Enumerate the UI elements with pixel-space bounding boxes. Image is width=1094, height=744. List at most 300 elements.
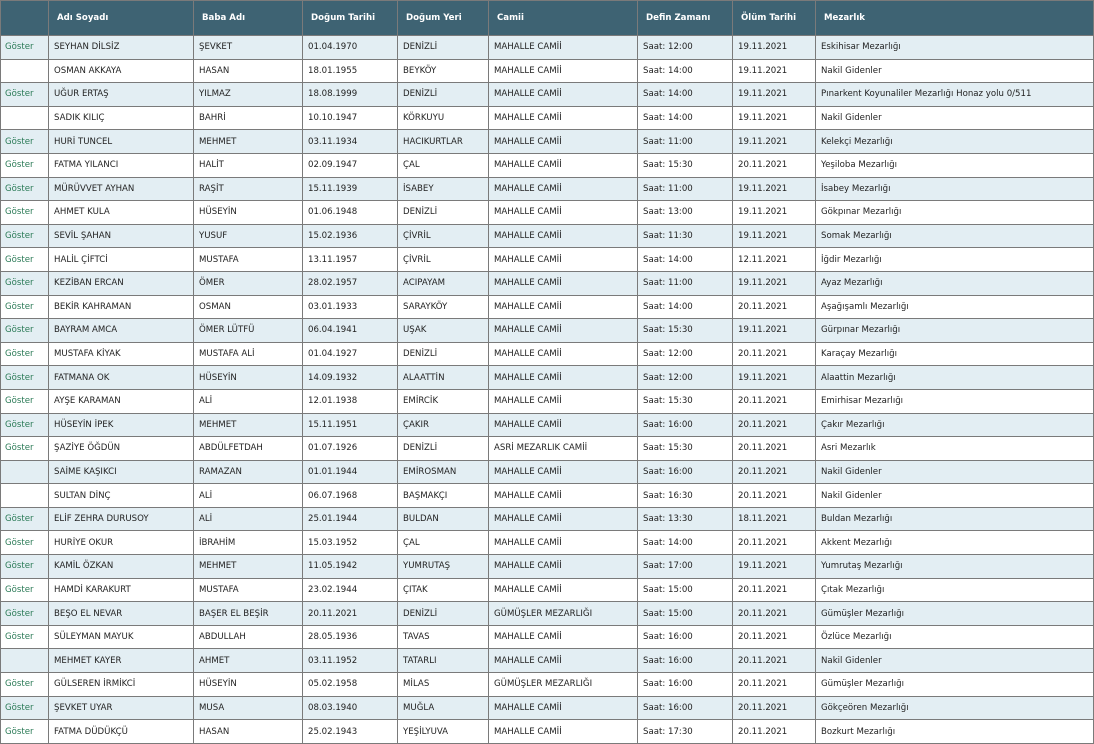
show-link[interactable]: Göster [5, 183, 34, 194]
cell-mosque: MAHALLE CAMİİ [489, 83, 638, 107]
cell-birth-date: 28.05.1936 [303, 625, 398, 649]
cell-show [1, 201, 49, 225]
table-row [1, 602, 1094, 626]
cell-name: UĞUR ERTAŞ [49, 83, 194, 107]
cell-birth-place: MUĞLA [398, 696, 489, 720]
cell-cemetery: Akkent Mezarlığı [816, 531, 1094, 555]
cell-birth-place: ALAATTİN [398, 366, 489, 390]
cell-cemetery: Yeşiloba Mezarlığı [816, 153, 1094, 177]
cell-burial-time: Saat: 15:30 [638, 153, 733, 177]
cell-birth-date: 01.07.1926 [303, 437, 398, 461]
show-link[interactable]: Göster [5, 537, 34, 548]
cell-name: HURİ TUNCEL [49, 130, 194, 154]
table-row [1, 696, 1094, 720]
cell-burial-time: Saat: 15:30 [638, 319, 733, 343]
table-body [1, 36, 1094, 744]
cell-name: SEVİL ŞAHAN [49, 224, 194, 248]
cell-father-name: BAŞER EL BEŞİR [194, 602, 303, 626]
cell-death-date: 12.11.2021 [733, 248, 816, 272]
cell-name: AYŞE KARAMAN [49, 389, 194, 413]
cell-mosque: MAHALLE CAMİİ [489, 59, 638, 83]
cell-death-date: 19.11.2021 [733, 555, 816, 579]
cell-name: SAİME KAŞIKCI [49, 460, 194, 484]
cell-father-name: BAHRİ [194, 106, 303, 130]
show-link[interactable]: Göster [5, 514, 34, 525]
cell-cemetery: Bozkurt Mezarlığı [816, 720, 1094, 744]
cell-name: KAMİL ÖZKAN [49, 555, 194, 579]
cell-birth-date: 15.02.1936 [303, 224, 398, 248]
cell-birth-date: 11.05.1942 [303, 555, 398, 579]
cell-show [1, 342, 49, 366]
cell-father-name: ÖMER [194, 271, 303, 295]
cell-father-name: HALİT [194, 153, 303, 177]
cell-show [1, 507, 49, 531]
cell-father-name: YILMAZ [194, 83, 303, 107]
cell-birth-place: HACIKURTLAR [398, 130, 489, 154]
table-row [1, 413, 1094, 437]
cell-burial-time: Saat: 12:00 [638, 36, 733, 60]
cell-birth-place: YUMRUTAŞ [398, 555, 489, 579]
cell-burial-time: Saat: 17:30 [638, 720, 733, 744]
cell-cemetery: Pınarkent Koyunaliler Mezarlığı Honaz yolu 0/511 [816, 83, 1094, 107]
cell-birth-place: DENİZLİ [398, 83, 489, 107]
cell-birth-date: 03.11.1934 [303, 130, 398, 154]
cell-mosque: MAHALLE CAMİİ [489, 319, 638, 343]
cell-show [1, 460, 49, 484]
cell-birth-place: İSABEY [398, 177, 489, 201]
cell-mosque: MAHALLE CAMİİ [489, 507, 638, 531]
show-link[interactable]: Göster [5, 136, 34, 147]
show-link[interactable]: Göster [5, 632, 34, 643]
cell-name: SEYHAN DİLSİZ [49, 36, 194, 60]
cell-name: ŞAZİYE ÖĞDÜN [49, 437, 194, 461]
cell-father-name: MEHMET [194, 555, 303, 579]
table-row [1, 578, 1094, 602]
cell-birth-place: MİLAS [398, 673, 489, 697]
cell-cemetery: Emirhisar Mezarlığı [816, 389, 1094, 413]
cell-father-name: HÜSEYİN [194, 201, 303, 225]
cell-birth-place: EMİRCİK [398, 389, 489, 413]
cell-show [1, 295, 49, 319]
cell-burial-time: Saat: 16:00 [638, 649, 733, 673]
table-row [1, 106, 1094, 130]
cell-mosque: MAHALLE CAMİİ [489, 578, 638, 602]
header-father-name: Baba Adı [194, 1, 303, 36]
cell-burial-time: Saat: 14:00 [638, 83, 733, 107]
cell-father-name: HÜSEYİN [194, 673, 303, 697]
cell-cemetery: Alaattin Mezarlığı [816, 366, 1094, 390]
table-row [1, 224, 1094, 248]
cell-birth-date: 14.09.1932 [303, 366, 398, 390]
show-link[interactable]: Göster [5, 231, 34, 242]
cell-show [1, 578, 49, 602]
cell-name: MÜRÜVVET AYHAN [49, 177, 194, 201]
cell-father-name: ALİ [194, 507, 303, 531]
cell-show [1, 130, 49, 154]
cell-death-date: 19.11.2021 [733, 106, 816, 130]
header-name: Adı Soyadı [49, 1, 194, 36]
cell-mosque: MAHALLE CAMİİ [489, 460, 638, 484]
cell-mosque: MAHALLE CAMİİ [489, 555, 638, 579]
show-link[interactable]: Göster [5, 301, 34, 312]
cell-father-name: MEHMET [194, 130, 303, 154]
cell-birth-date: 25.02.1943 [303, 720, 398, 744]
cell-burial-time: Saat: 14:00 [638, 59, 733, 83]
cell-birth-date: 06.04.1941 [303, 319, 398, 343]
cell-name: BEŞO EL NEVAR [49, 602, 194, 626]
cell-death-date: 19.11.2021 [733, 36, 816, 60]
cell-birth-place: ÇITAK [398, 578, 489, 602]
cell-burial-time: Saat: 16:30 [638, 484, 733, 508]
cell-mosque: MAHALLE CAMİİ [489, 271, 638, 295]
cell-burial-time: Saat: 16:00 [638, 413, 733, 437]
cell-death-date: 20.11.2021 [733, 720, 816, 744]
cell-birth-place: DENİZLİ [398, 201, 489, 225]
cell-show [1, 389, 49, 413]
cell-birth-place: DENİZLİ [398, 437, 489, 461]
cell-birth-place: YEŞİLYUVA [398, 720, 489, 744]
cell-mosque: MAHALLE CAMİİ [489, 248, 638, 272]
cell-burial-time: Saat: 12:00 [638, 366, 733, 390]
show-link[interactable]: Göster [5, 396, 34, 407]
cell-birth-date: 18.01.1955 [303, 59, 398, 83]
cell-death-date: 20.11.2021 [733, 342, 816, 366]
cell-cemetery: Karaçay Mezarlığı [816, 342, 1094, 366]
cell-mosque: MAHALLE CAMİİ [489, 153, 638, 177]
header-show [1, 1, 49, 36]
table-row [1, 507, 1094, 531]
cell-burial-time: Saat: 16:00 [638, 696, 733, 720]
cell-name: FATMA DÜDÜKÇÜ [49, 720, 194, 744]
cell-cemetery: Ayaz Mezarlığı [816, 271, 1094, 295]
cell-birth-date: 20.11.2021 [303, 602, 398, 626]
table-row [1, 673, 1094, 697]
cell-birth-place: TATARLI [398, 649, 489, 673]
cell-birth-date: 03.11.1952 [303, 649, 398, 673]
cell-cemetery: Nakil Gidenler [816, 59, 1094, 83]
cell-birth-date: 01.01.1944 [303, 460, 398, 484]
cell-mosque: MAHALLE CAMİİ [489, 531, 638, 555]
show-link[interactable]: Göster [5, 207, 34, 218]
cell-death-date: 19.11.2021 [733, 83, 816, 107]
cell-burial-time: Saat: 15:00 [638, 602, 733, 626]
show-link[interactable]: Göster [5, 419, 34, 430]
cell-cemetery: Gümüşler Mezarlığı [816, 602, 1094, 626]
cell-show [1, 271, 49, 295]
cell-cemetery: Gürpınar Mezarlığı [816, 319, 1094, 343]
cell-death-date: 20.11.2021 [733, 295, 816, 319]
cell-show [1, 177, 49, 201]
cell-death-date: 19.11.2021 [733, 59, 816, 83]
cell-mosque: MAHALLE CAMİİ [489, 106, 638, 130]
table-row [1, 531, 1094, 555]
cell-mosque: GÜMÜŞLER MEZARLIĞI [489, 602, 638, 626]
cell-name: SULTAN DİNÇ [49, 484, 194, 508]
table-row [1, 130, 1094, 154]
cell-name: HALİL ÇİFTCİ [49, 248, 194, 272]
cell-show [1, 673, 49, 697]
cell-show [1, 649, 49, 673]
cell-birth-date: 06.07.1968 [303, 484, 398, 508]
cell-show [1, 224, 49, 248]
show-link[interactable]: Göster [5, 608, 34, 619]
cell-death-date: 20.11.2021 [733, 602, 816, 626]
table-row [1, 271, 1094, 295]
cell-burial-time: Saat: 11:00 [638, 130, 733, 154]
show-link[interactable]: Göster [5, 42, 34, 53]
cell-birth-place: ÇAL [398, 153, 489, 177]
cell-burial-time: Saat: 15:30 [638, 437, 733, 461]
cell-cemetery: Gökpınar Mezarlığı [816, 201, 1094, 225]
cell-death-date: 19.11.2021 [733, 177, 816, 201]
cell-show [1, 602, 49, 626]
cell-father-name: OSMAN [194, 295, 303, 319]
table-row [1, 366, 1094, 390]
cell-name: FATMA YILANCI [49, 153, 194, 177]
cell-burial-time: Saat: 11:00 [638, 177, 733, 201]
show-link[interactable]: Göster [5, 325, 34, 336]
table-row [1, 389, 1094, 413]
header-burial-time: Defin Zamanı [638, 1, 733, 36]
table-row [1, 555, 1094, 579]
cell-birth-date: 15.11.1951 [303, 413, 398, 437]
cell-father-name: RAŞİT [194, 177, 303, 201]
table-row [1, 201, 1094, 225]
cell-death-date: 20.11.2021 [733, 413, 816, 437]
cell-father-name: ALİ [194, 389, 303, 413]
cell-cemetery: İğdir Mezarlığı [816, 248, 1094, 272]
cell-birth-date: 23.02.1944 [303, 578, 398, 602]
cell-father-name: YUSUF [194, 224, 303, 248]
cell-mosque: MAHALLE CAMİİ [489, 342, 638, 366]
cell-mosque: MAHALLE CAMİİ [489, 36, 638, 60]
cell-father-name: İBRAHİM [194, 531, 303, 555]
cell-cemetery: Nakil Gidenler [816, 106, 1094, 130]
cell-mosque: MAHALLE CAMİİ [489, 389, 638, 413]
cell-birth-date: 10.10.1947 [303, 106, 398, 130]
cell-burial-time: Saat: 14:00 [638, 295, 733, 319]
table-row [1, 484, 1094, 508]
cell-cemetery: Asri Mezarlık [816, 437, 1094, 461]
cell-cemetery: Nakil Gidenler [816, 484, 1094, 508]
cell-burial-time: Saat: 15:00 [638, 578, 733, 602]
cell-death-date: 19.11.2021 [733, 201, 816, 225]
cell-father-name: ALİ [194, 484, 303, 508]
show-link[interactable]: Göster [5, 160, 34, 171]
cell-death-date: 19.11.2021 [733, 271, 816, 295]
header-birth-place: Doğum Yeri [398, 1, 489, 36]
cell-mosque: MAHALLE CAMİİ [489, 696, 638, 720]
table-row [1, 83, 1094, 107]
cell-burial-time: Saat: 17:00 [638, 555, 733, 579]
cell-birth-place: DENİZLİ [398, 36, 489, 60]
cell-show [1, 484, 49, 508]
cell-burial-time: Saat: 14:00 [638, 531, 733, 555]
cell-birth-date: 15.03.1952 [303, 531, 398, 555]
cell-cemetery: Nakil Gidenler [816, 460, 1094, 484]
cell-birth-date: 08.03.1940 [303, 696, 398, 720]
cell-show [1, 83, 49, 107]
cell-cemetery: Gümüşler Mezarlığı [816, 673, 1094, 697]
cell-death-date: 20.11.2021 [733, 484, 816, 508]
cell-cemetery: Yumrutaş Mezarlığı [816, 555, 1094, 579]
cell-name: OSMAN AKKAYA [49, 59, 194, 83]
cell-show [1, 720, 49, 744]
cell-death-date: 20.11.2021 [733, 696, 816, 720]
cell-death-date: 19.11.2021 [733, 224, 816, 248]
cell-birth-date: 01.04.1970 [303, 36, 398, 60]
show-link[interactable]: Göster [5, 278, 34, 289]
cell-show [1, 36, 49, 60]
cell-name: HURİYE OKUR [49, 531, 194, 555]
table-row [1, 437, 1094, 461]
table-header-row [1, 1, 1094, 36]
cell-burial-time: Saat: 16:00 [638, 625, 733, 649]
cell-father-name: MEHMET [194, 413, 303, 437]
show-link[interactable]: Göster [5, 702, 34, 713]
cell-birth-place: UŞAK [398, 319, 489, 343]
cell-cemetery: İsabey Mezarlığı [816, 177, 1094, 201]
cell-death-date: 20.11.2021 [733, 625, 816, 649]
cell-birth-place: ÇİVRİL [398, 248, 489, 272]
cell-show [1, 366, 49, 390]
cell-father-name: MUSTAFA ALİ [194, 342, 303, 366]
cell-mosque: MAHALLE CAMİİ [489, 177, 638, 201]
cell-name: MUSTAFA KİYAK [49, 342, 194, 366]
table-row [1, 248, 1094, 272]
show-link[interactable]: Göster [5, 372, 34, 383]
cell-burial-time: Saat: 11:00 [638, 271, 733, 295]
table-row [1, 59, 1094, 83]
cell-cemetery: Aşağışamlı Mezarlığı [816, 295, 1094, 319]
cell-birth-date: 18.08.1999 [303, 83, 398, 107]
table-row [1, 625, 1094, 649]
cell-death-date: 20.11.2021 [733, 460, 816, 484]
cell-birth-place: ÇAKIR [398, 413, 489, 437]
cell-father-name: MUSTAFA [194, 248, 303, 272]
cell-name: SÜLEYMAN MAYUK [49, 625, 194, 649]
cell-burial-time: Saat: 15:30 [638, 389, 733, 413]
cell-burial-time: Saat: 16:00 [638, 460, 733, 484]
cell-burial-time: Saat: 14:00 [638, 106, 733, 130]
cell-father-name: ABDÜLFETDAH [194, 437, 303, 461]
cell-name: HAMDİ KARAKURT [49, 578, 194, 602]
cell-death-date: 18.11.2021 [733, 507, 816, 531]
table-row [1, 342, 1094, 366]
show-link[interactable]: Göster [5, 89, 34, 100]
cell-father-name: ÖMER LÜTFÜ [194, 319, 303, 343]
show-link[interactable]: Göster [5, 254, 34, 265]
cell-birth-place: BEYKÖY [398, 59, 489, 83]
cell-show [1, 106, 49, 130]
cell-name: FATMANA OK [49, 366, 194, 390]
cell-cemetery: Özlüce Mezarlığı [816, 625, 1094, 649]
cell-cemetery: Buldan Mezarlığı [816, 507, 1094, 531]
cell-birth-place: ACIPAYAM [398, 271, 489, 295]
cell-name: SADIK KILIÇ [49, 106, 194, 130]
cell-birth-date: 25.01.1944 [303, 507, 398, 531]
cell-birth-place: BULDAN [398, 507, 489, 531]
cell-death-date: 20.11.2021 [733, 531, 816, 555]
cell-mosque: MAHALLE CAMİİ [489, 224, 638, 248]
show-link[interactable]: Göster [5, 561, 34, 572]
cell-show [1, 696, 49, 720]
cell-father-name: MUSA [194, 696, 303, 720]
cell-mosque: MAHALLE CAMİİ [489, 201, 638, 225]
cell-birth-date: 12.01.1938 [303, 389, 398, 413]
cell-death-date: 20.11.2021 [733, 437, 816, 461]
header-birth-date: Doğum Tarihi [303, 1, 398, 36]
cell-show [1, 153, 49, 177]
cell-death-date: 19.11.2021 [733, 366, 816, 390]
cell-mosque: GÜMÜŞLER MEZARLIĞI [489, 673, 638, 697]
cell-birth-date: 13.11.1957 [303, 248, 398, 272]
cell-show [1, 319, 49, 343]
cell-mosque: MAHALLE CAMİİ [489, 366, 638, 390]
cell-mosque: MAHALLE CAMİİ [489, 720, 638, 744]
cell-birth-date: 03.01.1933 [303, 295, 398, 319]
cell-name: AHMET KULA [49, 201, 194, 225]
cell-birth-date: 02.09.1947 [303, 153, 398, 177]
table-row [1, 177, 1094, 201]
cell-death-date: 20.11.2021 [733, 578, 816, 602]
table-row [1, 36, 1094, 60]
cell-mosque: MAHALLE CAMİİ [489, 484, 638, 508]
cell-birth-place: EMİROSMAN [398, 460, 489, 484]
cell-birth-place: DENİZLİ [398, 342, 489, 366]
cell-birth-date: 28.02.1957 [303, 271, 398, 295]
table-row [1, 153, 1094, 177]
table-row [1, 295, 1094, 319]
cell-name: ŞEVKET UYAR [49, 696, 194, 720]
cell-father-name: MUSTAFA [194, 578, 303, 602]
cell-father-name: AHMET [194, 649, 303, 673]
cell-burial-time: Saat: 16:00 [638, 673, 733, 697]
cell-mosque: MAHALLE CAMİİ [489, 295, 638, 319]
cell-death-date: 19.11.2021 [733, 130, 816, 154]
cell-cemetery: Çakır Mezarlığı [816, 413, 1094, 437]
cell-birth-place: BAŞMAKÇI [398, 484, 489, 508]
cell-burial-time: Saat: 11:30 [638, 224, 733, 248]
cell-father-name: HÜSEYİN [194, 366, 303, 390]
show-link[interactable]: Göster [5, 679, 34, 690]
table-row [1, 649, 1094, 673]
cell-cemetery: Somak Mezarlığı [816, 224, 1094, 248]
cell-burial-time: Saat: 14:00 [638, 248, 733, 272]
cell-death-date: 19.11.2021 [733, 319, 816, 343]
cell-birth-place: SARAYKÖY [398, 295, 489, 319]
cell-birth-date: 05.02.1958 [303, 673, 398, 697]
cell-birth-date: 01.06.1948 [303, 201, 398, 225]
cell-birth-place: ÇİVRİL [398, 224, 489, 248]
header-cemetery: Mezarlık [816, 1, 1094, 36]
cell-name: BEKİR KAHRAMAN [49, 295, 194, 319]
cell-birth-date: 01.04.1927 [303, 342, 398, 366]
header-mosque: Camii [489, 1, 638, 36]
show-link[interactable]: Göster [5, 726, 34, 737]
cell-birth-place: DENİZLİ [398, 602, 489, 626]
table-row [1, 460, 1094, 484]
show-link[interactable]: Göster [5, 584, 34, 595]
cell-show [1, 625, 49, 649]
show-link[interactable]: Göster [5, 443, 34, 454]
cell-mosque: MAHALLE CAMİİ [489, 625, 638, 649]
table-row [1, 319, 1094, 343]
cell-show [1, 531, 49, 555]
cell-cemetery: Kelekçi Mezarlığı [816, 130, 1094, 154]
show-link[interactable]: Göster [5, 349, 34, 360]
cell-death-date: 20.11.2021 [733, 389, 816, 413]
